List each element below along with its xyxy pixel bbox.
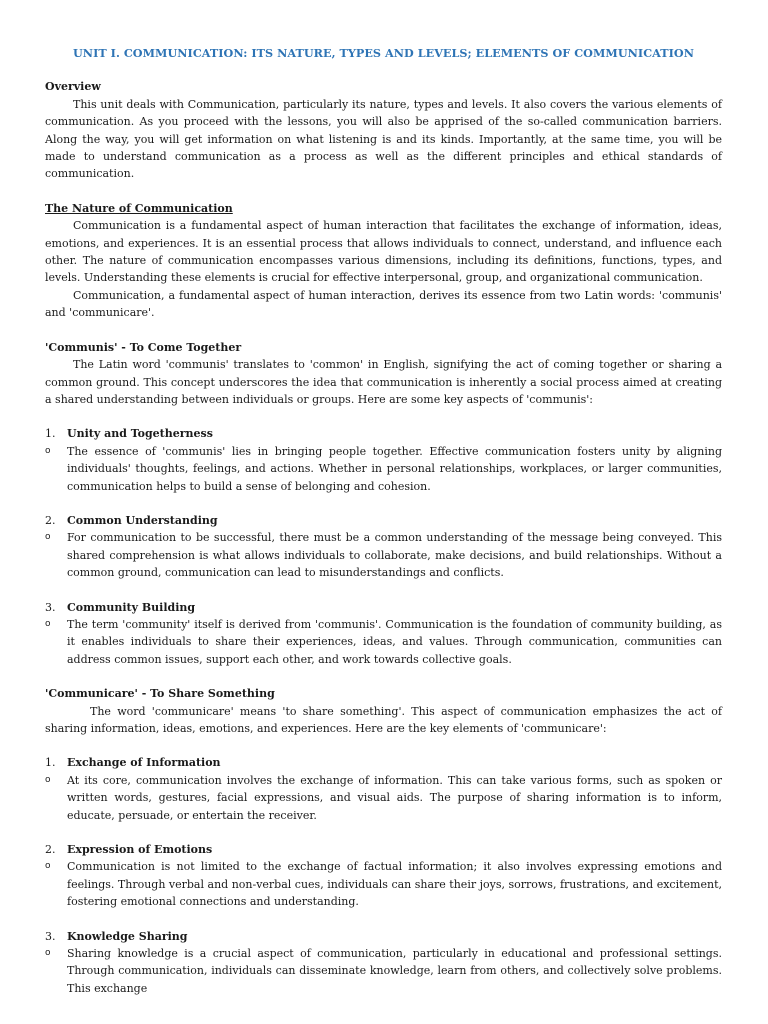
list-item [45, 599, 722, 616]
spacer [45, 911, 722, 928]
list-item-label: Exchange of Information [67, 756, 221, 770]
bullet-text: Sharing knowledge is a crucial aspect of communication, particularly in educational and professional settings. Through communication, individuals can disseminate knowledge, learn from others, and collectively solve problems. This exchange [67, 947, 722, 995]
spacer [45, 408, 722, 425]
list-item [45, 512, 722, 529]
list-number: 3. [45, 600, 56, 614]
bullet-icon: o [45, 774, 51, 785]
bullet-icon: o [45, 445, 51, 456]
bullet-icon: o [45, 532, 51, 543]
bullet-text: The term 'community' itself is derived from 'communis'. Communication is the foundation of community building, as it enables individuals to share their experiences, ideas, and values. Through communication, communities can address common issues, support each other, and work towards collective goals. [67, 617, 722, 666]
spacer [45, 737, 722, 754]
list-number: 2. [45, 843, 56, 857]
bullet-item [45, 529, 722, 581]
nature-heading: The Nature of Communication [45, 201, 233, 215]
list-item-label: Unity and Togetherness [67, 427, 213, 441]
bullet-icon: o [45, 948, 51, 959]
bullet-text: The essence of 'communis' lies in bringing people together. Effective communication fosters unity by aligning individuals' thoughts, feelings, and actions. Whether in personal relationships, workplaces, or larger communities, communication helps to build a sense of belonging and cohesion. [67, 444, 722, 493]
spacer [45, 668, 722, 685]
list-item-label: Community Building [67, 600, 196, 614]
list-item [45, 425, 722, 442]
list-item-label: Expression of Emotions [67, 843, 213, 857]
spacer [45, 183, 722, 200]
bullet-item [45, 858, 722, 910]
list-item [45, 928, 722, 945]
nature-paragraph-1: Communication is a fundamental aspect of human interaction that facilitates the exchange of information, ideas, emotions, and experiences. It is an essential process that allows individuals to connect, understand, and influence each other. The nature of communication encompasses various dimensions, including its definitions, functions, types, and levels. Understanding these elements is crucial for effective interpersonal, group, and organizational communication. [45, 219, 722, 285]
spacer [45, 495, 722, 512]
spacer [45, 322, 722, 339]
bullet-icon: o [45, 618, 51, 629]
communicare-intro: The word 'communicare' means 'to share something'. This aspect of communication emphasizes the act of sharing information, ideas, emotions, and experiences. Here are the key elements of 'communicare': [45, 704, 722, 735]
communis-intro: The Latin word 'communis' translates to 'common' in English, signifying the act of coming together or sharing a common ground. This concept underscores the idea that communication is inherently a social process aimed at creating a shared understanding between individuals or groups. Here are some key aspects of 'communis': [45, 358, 722, 406]
list-item-label: Knowledge Sharing [67, 929, 188, 943]
list-number: 2. [45, 513, 56, 527]
bullet-item [45, 616, 722, 668]
bullet-item [45, 443, 722, 495]
list-number: 1. [45, 427, 56, 441]
bullet-text: At its core, communication involves the exchange of information. This can take various forms, such as spoken or written words, gestures, facial expressions, and visual aids. The purpose of sharing information is to inform, educate, persuade, or entertain the receiver. [67, 773, 722, 822]
bullet-item [45, 772, 722, 824]
overview-paragraph: This unit deals with Communication, particularly its nature, types and levels. It also covers the various elements of communication. As you proceed with the lessons, you will also be apprised of the so-called communication barriers. Along the way, you will get information on what listening is and its kinds. Importantly, at the same time, you will be made to understand communication as a process as well as the different principles and ethical standards of communication. [45, 97, 722, 181]
bullet-text: For communication to be successful, there must be a common understanding of the message being conveyed. This shared comprehension is what allows individuals to collaborate, make decisions, and build relationships. Without a common ground, communication can lead to misunderstandings and conflicts. [67, 531, 722, 580]
bullet-text: Communication is not limited to the exchange of factual information; it also involves expressing emotions and feelings. Through verbal and non-verbal cues, individuals can share their joys, sorrows, frustrations, and excitement, fostering emotional connections and understanding. [67, 860, 722, 909]
nature-paragraph-2: Communication, a fundamental aspect of human interaction, derives its essence from two Latin words: 'communis' and 'communicare'. [45, 288, 722, 320]
list-item-label: Common Understanding [67, 513, 218, 527]
list-item [45, 754, 722, 771]
overview-heading: Overview [45, 80, 101, 94]
list-number: 3. [45, 929, 56, 943]
communicare-heading: 'Communicare' - To Share Something [45, 687, 275, 701]
bullet-icon: o [45, 861, 51, 872]
communis-heading: 'Communis' - To Come Together [45, 340, 242, 354]
bullet-item [45, 945, 722, 997]
unit-title: UNIT I. COMMUNICATION: ITS NATURE, TYPES AND LEVELS; ELEMENTS OF COMMUNICATION [72, 46, 694, 60]
spacer [45, 824, 722, 841]
list-item [45, 841, 722, 858]
spacer [45, 582, 722, 599]
list-number: 1. [45, 756, 56, 770]
